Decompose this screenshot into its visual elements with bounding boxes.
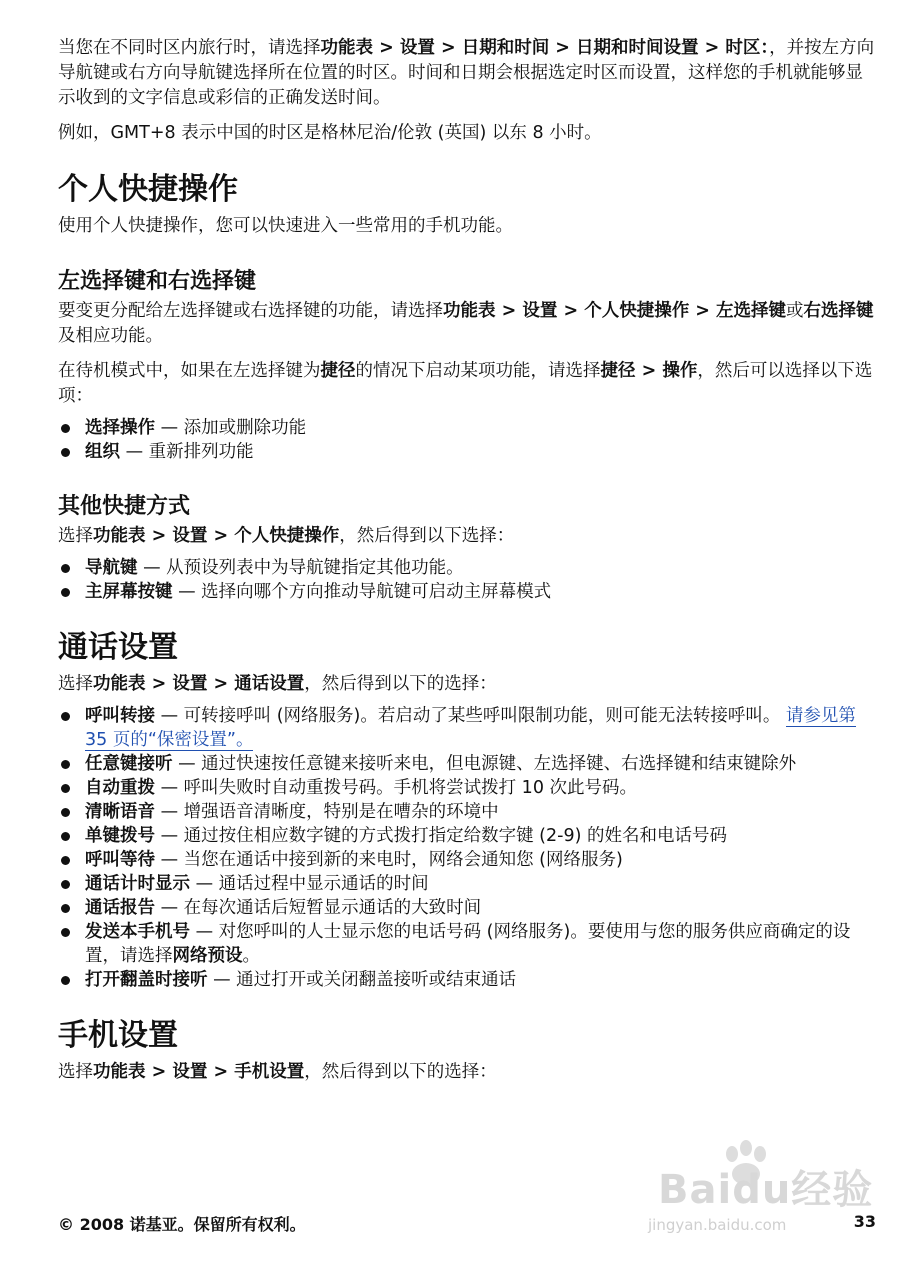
bullet-icon [61,784,70,793]
item-desc: 。 [242,946,260,966]
text-run: 及相应功能。 [58,326,163,346]
page-footer [58,1212,876,1234]
list-item [58,920,876,968]
call-settings-paragraph [58,672,876,697]
list-item [58,872,876,896]
item-term: 导航键 [85,558,138,578]
list-item [58,968,876,992]
other-shortcuts-paragraph [58,524,876,549]
section-title-call-settings: 通话设置 [58,630,178,665]
item-desc: — 在每次通话后短暂显示通话的大致时间 [155,898,482,918]
bullet-icon [61,808,70,817]
item-term: 单键拨号 [85,826,155,846]
item-desc: — 从预设列表中为导航键指定其他功能。 [137,558,464,578]
text-run: 的情况下启动某项功能，请选择 [355,361,601,381]
text-run: 要变更分配给左选择键或右选择键的功能，请选择 [58,301,443,321]
section-title-shortcuts: 个人快捷操作 [58,172,238,207]
bullet-icon [61,448,70,457]
bullet-icon [61,588,70,597]
item-term: 网络预设 [172,946,243,966]
text-run: 或 [786,301,804,321]
item-desc: — 通话过程中显示通话的时间 [190,874,429,894]
list-item [58,416,876,440]
item-desc: — 增强语音清晰度，特别是在嘈杂的环境中 [155,802,499,822]
menu-path: 功能表 > 设置 > 通话设置 [93,674,305,694]
menu-path: 功能表 > 设置 > 手机设置 [93,1062,305,1082]
bullet-icon [61,904,70,913]
watermark-logo: Baidu经验 [658,1167,874,1213]
item-desc: — 添加或删除功能 [155,418,307,438]
section-title-phone-settings: 手机设置 [58,1018,178,1053]
bullet-icon [61,564,70,573]
menu-path: 捷径 > 操作 [600,361,698,381]
list-item [58,824,876,848]
text-run: ，并按左方向导航键或右方向导航键选择所在位置的时区。时间和日期会根据选定时区而设置，这样您的手机就能够显示收到的文字信息或彩信的正确发送时间。 [58,38,875,108]
item-desc: — 选择向哪个方向推动导航键可启动主屏幕模式 [172,582,552,602]
text-run: 当您在不同时区内旅行时，请选择 [58,38,321,58]
security-settings-link[interactable]: 请参见第 35 页的“保密设置”。 [85,706,856,750]
item-term: 选择操作 [85,418,155,438]
bullet-icon [61,760,70,769]
bullet-icon [61,712,70,721]
text-run: ，然后得到以下选择： [339,526,515,546]
item-desc: — 对您呼叫的人士显示您的电话号码 (网络服务)。要使用与您的服务供应商确定的设置，请选择 [85,922,851,966]
list-item [58,896,876,920]
standby-paragraph [58,359,876,409]
list-item [58,556,876,580]
bullet-icon [61,856,70,865]
text-run: 选择 [58,674,93,694]
selection-keys-paragraph [58,299,876,349]
item-term: 清晰语音 [85,802,155,822]
menu-path: 功能表 > 设置 > 日期和时间 > 日期和时间设置 > 时区： [320,38,770,58]
item-term: 打开翻盖时接听 [85,970,208,990]
list-item [58,580,876,604]
other-shortcuts-options [58,556,876,604]
menu-term: 捷径 [320,361,356,381]
text-run: ，然后可以选择以下选项： [58,361,873,406]
item-term: 通话计时显示 [85,874,190,894]
item-desc: — 可转接呼叫 (网络服务)。若启动了某些呼叫限制功能，则可能无法转接呼叫。 [155,706,781,726]
item-desc: — 通过打开或关闭翻盖接听或结束通话 [207,970,517,990]
list-item [58,752,876,776]
item-desc: — 通过快速按任意键来接听来电，但电源键、左选择键、右选择键和结束键除外 [172,754,797,774]
item-term: 任意键接听 [85,754,173,774]
manual-page [58,36,876,1085]
text-run: ，然后得到以下的选择： [304,674,497,694]
timezone-example: 例如，GMT+8 表示中国的时区是格林尼治/伦敦 (英国) 以东 8 小时。 [58,123,602,143]
list-item [58,800,876,824]
subsection-title-selection-keys: 左选择键和右选择键 [58,269,257,294]
item-term: 自动重拨 [85,778,155,798]
item-term: 主屏幕按键 [85,582,173,602]
list-item [58,704,876,752]
item-desc: — 通过按住相应数字键的方式拨打指定给数字键 (2-9) 的姓名和电话号码 [155,826,727,846]
list-item [58,440,876,464]
menu-path: 功能表 > 设置 > 个人快捷操作 > 左选择键 [443,301,787,321]
item-term: 发送本手机号 [85,922,190,942]
list-item [58,776,876,800]
item-term: 呼叫转接 [85,706,155,726]
text-run: 选择 [58,1062,93,1082]
text-run: 在待机模式中，如果在左选择键为 [58,361,321,381]
item-term: 通话报告 [85,898,155,918]
bullet-icon [61,880,70,889]
text-run: 选择 [58,526,93,546]
phone-settings-paragraph [58,1060,876,1085]
menu-path: 功能表 > 设置 > 个人快捷操作 [93,526,340,546]
timezone-paragraph [58,36,876,111]
subsection-title-other-shortcuts: 其他快捷方式 [58,494,191,519]
selection-keys-options [58,416,876,464]
page-number: 33 [853,1212,876,1231]
item-desc: — 呼叫失败时自动重拨号码。手机将尝试拨打 10 次此号码。 [155,778,638,798]
watermark-url: jingyan.baidu.com [648,1216,787,1234]
bullet-icon [61,832,70,841]
item-term: 呼叫等待 [85,850,155,870]
list-item [58,848,876,872]
menu-path: 右选择键 [803,301,874,321]
bullet-icon [61,424,70,433]
item-term: 组织 [85,442,120,462]
item-desc: — 当您在通话中接到新的来电时，网络会通知您 (网络服务) [155,850,623,870]
item-desc: — 重新排列功能 [120,442,254,462]
bullet-icon [61,928,70,937]
shortcuts-intro: 使用个人快捷操作，您可以快速进入一些常用的手机功能。 [58,216,513,236]
call-settings-options [58,704,876,992]
text-run: ，然后得到以下的选择： [304,1062,497,1082]
bullet-icon [61,976,70,985]
copyright: © 2008 诺基亚。保留所有权利。 [58,1215,306,1234]
